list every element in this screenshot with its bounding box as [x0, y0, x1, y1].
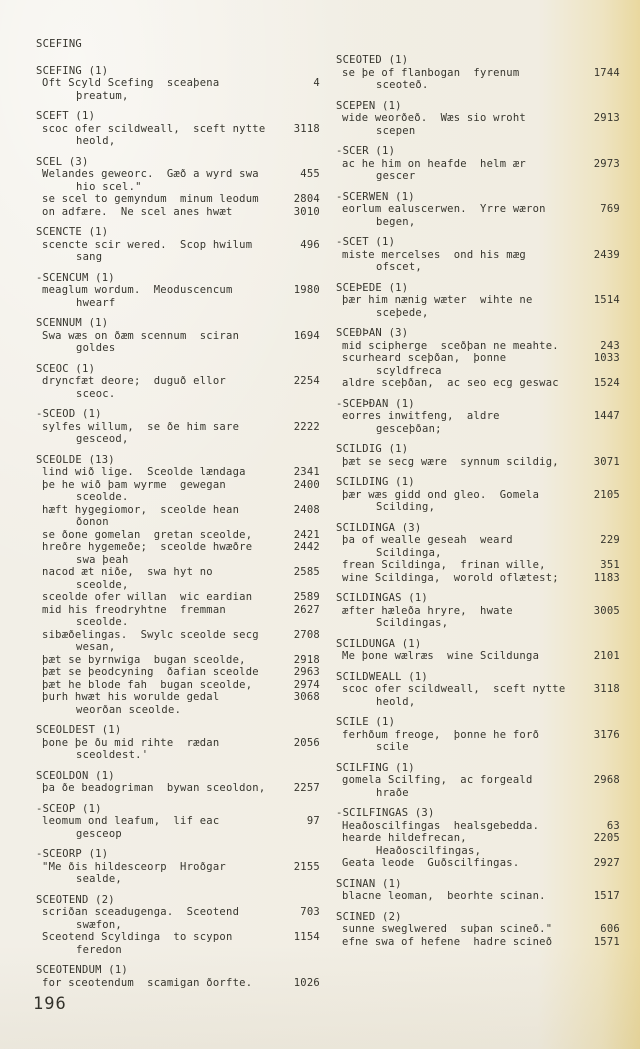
citation-continuation: sceoldest.' [76, 749, 149, 761]
citation-text: hæft hygegiomor, sceolde hean [42, 503, 240, 516]
citation-continuation: gesceop [76, 827, 123, 840]
citation-line [336, 158, 620, 171]
citation-text: sibæðelingas. Swylc sceolde secg [42, 628, 259, 641]
concordance-entry [36, 156, 320, 219]
citation-line [336, 112, 620, 125]
citation-line [36, 284, 320, 297]
two-column-layout [36, 38, 632, 997]
concordance-entry [336, 671, 620, 709]
verse-line-number: 3118 [593, 683, 620, 695]
entry-headword: -SCILFINGAS (3) [336, 807, 435, 819]
citation-line [336, 377, 620, 390]
entry-headword: SCEOLDEST (1) [36, 724, 122, 736]
concordance-entry [336, 592, 620, 630]
citation-line [36, 815, 320, 828]
concordance-entry [36, 454, 320, 717]
citation-line [336, 340, 620, 353]
citation-line [336, 572, 620, 585]
citation-text: dryncfæt deore; duguð ellor [42, 375, 227, 387]
citation-line [336, 890, 620, 903]
citation-continuation: sealde, [76, 873, 123, 885]
concordance-entry [36, 226, 320, 264]
citation-text: scencte scir wered. Scop hwilum [42, 238, 253, 251]
citation-text: Geata leode Guðscilfingas. [342, 857, 520, 869]
verse-line-number: 1154 [293, 931, 320, 943]
citation-text: wide weorðeð. Wæs sio wroht [342, 112, 527, 124]
verse-line-number: 2254 [293, 375, 320, 387]
verse-line-number: 2341 [293, 466, 320, 478]
concordance-entry [336, 327, 620, 390]
verse-line-number: 2222 [293, 420, 320, 433]
column-left [36, 38, 320, 997]
citation-text: scoc ofer scildweall, sceft nytte [342, 683, 566, 695]
citation-line [336, 489, 620, 502]
concordance-entry [36, 272, 320, 310]
verse-line-number: 1447 [593, 410, 620, 422]
citation-line [336, 774, 620, 787]
citation-text: ferhðum freoge, þonne he forð [342, 728, 540, 741]
verse-line-number: 63 [606, 819, 620, 832]
verse-line-number: 769 [600, 203, 620, 215]
citation-continuation: scyldfreca [376, 364, 442, 377]
verse-line-number: 351 [600, 559, 620, 571]
citation-text: Sceotend Scyldinga to scypon [42, 931, 233, 943]
citation-text: on adfære. Ne scel anes hwæt [42, 205, 233, 218]
entry-headword: SCEPEN (1) [336, 99, 402, 112]
verse-line-number: 1571 [593, 935, 620, 948]
citation-text: se scel to gemyndum minum leodum [42, 193, 259, 205]
verse-line-number: 2913 [593, 112, 620, 124]
citation-continuation: weorðan sceolde. [76, 703, 182, 716]
citation-text: efne swa of hefene hadre scineð [342, 935, 553, 948]
citation-line [36, 604, 320, 617]
citation-line [36, 375, 320, 388]
citation-line [336, 294, 620, 307]
citation-line [36, 206, 320, 219]
citation-text: se ðone gomelan gretan sceolde, [42, 528, 253, 541]
citation-continuation: Scildinga, [376, 546, 442, 559]
verse-line-number: 2056 [293, 736, 320, 749]
verse-line-number: 2589 [293, 591, 320, 603]
citation-line [36, 931, 320, 944]
citation-continuation: sceoc. [76, 387, 116, 400]
entry-headword: SCILDUNGA (1) [336, 637, 422, 650]
verse-line-number: 3071 [593, 455, 620, 468]
citation-continuation: wesan, [76, 641, 116, 653]
citation-text: scriðan sceadugenga. Sceotend [42, 906, 240, 918]
citation-continuation: sceoteð. [376, 79, 429, 91]
citation-line [336, 923, 620, 936]
citation-continuation: Scilding, [376, 501, 436, 513]
citation-text: eorres inwitfeng, aldre [342, 410, 500, 422]
citation-text: for sceotendum scamigan ðorfte. [42, 976, 253, 989]
citation-text: þær wæs gidd ond gleo. Gomela [342, 488, 540, 501]
entry-headword: -SCER (1) [336, 145, 396, 157]
citation-line [36, 479, 320, 492]
entry-headword: SCEOTENDUM (1) [36, 964, 129, 976]
concordance-entry [36, 848, 320, 886]
entry-headword: SCENNUM (1) [36, 317, 109, 329]
verse-line-number: 2105 [593, 488, 620, 501]
verse-line-number: 3118 [293, 122, 320, 135]
citation-text: sylfes willum, se ðe him sare [42, 420, 240, 433]
entry-headword: SCILDINGAS (1) [336, 592, 429, 604]
concordance-entry [336, 878, 620, 903]
citation-text: scoc ofer scildweall, sceft nytte [42, 122, 266, 135]
verse-line-number: 2973 [593, 157, 620, 170]
citation-line [336, 832, 620, 845]
citation-text: mid his freodryhtne fremman [42, 603, 227, 616]
verse-line-number: 1524 [593, 377, 620, 389]
citation-line [336, 729, 620, 742]
verse-line-number: 3010 [293, 205, 320, 218]
verse-line-number: 2101 [593, 650, 620, 662]
concordance-entry [36, 408, 320, 446]
citation-line [36, 529, 320, 542]
verse-line-number: 4 [313, 77, 320, 89]
verse-line-number: 2627 [293, 603, 320, 616]
citation-text: sceolde ofer willan wic eardian [42, 591, 253, 603]
concordance-entry [336, 522, 620, 585]
citation-line [336, 605, 620, 618]
citation-text: þone þe ðu mid rihte rædan [42, 736, 220, 749]
verse-line-number: 1980 [293, 284, 320, 296]
concordance-entry [36, 894, 320, 957]
concordance-entry [36, 803, 320, 841]
verse-line-number: 606 [600, 923, 620, 935]
verse-line-number: 1694 [293, 329, 320, 342]
concordance-entry [36, 317, 320, 355]
citation-text: þæt se þeodcyning ðafian sceolde [42, 666, 259, 678]
citation-line [36, 77, 320, 90]
citation-text: Welandes geweorc. Gæð a wyrd swa [42, 168, 259, 180]
verse-line-number: 2155 [293, 860, 320, 873]
verse-line-number: 2205 [593, 832, 620, 844]
verse-line-number: 97 [306, 815, 320, 827]
citation-line [36, 466, 320, 479]
entry-headword: -SCEOD (1) [36, 408, 102, 420]
concordance-entry [336, 100, 620, 138]
citation-text: meaglum wordum. Meoduscencum [42, 284, 233, 296]
verse-line-number: 2408 [293, 503, 320, 516]
citation-text: sunne sweglwered suþan scineð." [342, 923, 553, 935]
citation-text: mid scipherge sceðþan ne meahte. [342, 339, 559, 352]
citation-line [36, 906, 320, 919]
citation-text: þæt se byrnwiga bugan sceolde, [42, 653, 246, 666]
citation-line [336, 650, 620, 663]
citation-continuation: scepen [376, 124, 416, 137]
citation-line [36, 782, 320, 795]
concordance-entry [336, 911, 620, 949]
concordance-entry [336, 54, 620, 92]
concordance-entry [336, 145, 620, 183]
concordance-entry [36, 363, 320, 401]
citation-text: wine Scildinga, worold oflætest; [342, 571, 559, 584]
verse-line-number: 2585 [293, 566, 320, 578]
entry-headword: SCEOLDE (13) [36, 453, 115, 466]
concordance-entry [336, 236, 620, 274]
citation-text: þæt se secg wære synnum scildig, [342, 455, 559, 468]
entry-headword: SCILFING (1) [336, 761, 415, 774]
verse-line-number: 2439 [593, 248, 620, 261]
citation-line [336, 410, 620, 423]
citation-continuation: swa þeah [76, 553, 129, 566]
citation-text: hearde hildefrecan, [342, 832, 467, 844]
citation-line [336, 352, 620, 365]
entry-headword: SCILDINGA (3) [336, 521, 422, 534]
page-number: 196 [33, 994, 67, 1014]
citation-line [36, 591, 320, 604]
citation-continuation: ðonon [76, 516, 109, 528]
citation-continuation: begen, [376, 215, 416, 228]
citation-continuation: gesceod, [76, 433, 129, 445]
entry-headword: -SCEOP (1) [36, 802, 102, 815]
citation-continuation: sceþede, [376, 306, 429, 319]
verse-line-number: 229 [600, 534, 620, 546]
citation-continuation: hio scel." [76, 180, 142, 193]
verse-line-number: 1517 [593, 890, 620, 902]
citation-continuation: sceolde, [76, 578, 129, 591]
citation-line [36, 421, 320, 434]
entry-headword: SCEL (3) [36, 155, 89, 168]
citation-text: Heaðoscilfingas healsgebedda. [342, 819, 540, 832]
entry-headword: SCEFING (1) [36, 64, 109, 77]
entry-headword: SCEOTED (1) [336, 54, 409, 66]
citation-text: þe he wið þam wyrme gewegan [42, 478, 227, 491]
citation-continuation: sang [76, 251, 103, 263]
entry-headword: SCINAN (1) [336, 877, 402, 890]
citation-text: leomum ond leafum, lif eac [42, 815, 220, 827]
verse-line-number: 2804 [293, 193, 320, 205]
citation-line [36, 123, 320, 136]
citation-line [36, 654, 320, 667]
citation-continuation: sceolde. [76, 491, 129, 503]
citation-line [336, 67, 620, 80]
concordance-entry [336, 638, 620, 663]
entry-headword: SCEOC (1) [36, 362, 96, 375]
concordance-entry [36, 65, 320, 103]
concordance-entry [336, 476, 620, 514]
citation-line [36, 504, 320, 517]
citation-continuation: heold, [376, 695, 416, 708]
verse-line-number: 243 [600, 339, 620, 352]
verse-line-number: 2257 [293, 782, 320, 794]
verse-line-number: 2708 [293, 628, 320, 641]
verse-line-number: 2968 [593, 774, 620, 786]
entry-headword: SCEÐÞAN (3) [336, 327, 409, 339]
citation-continuation: hwearf [76, 296, 116, 309]
citation-line [336, 820, 620, 833]
verse-line-number: 1514 [593, 294, 620, 306]
entry-headword: SCEOLDON (1) [36, 769, 115, 782]
citation-text: þær him nænig wæter wihte ne [342, 294, 533, 306]
column-right [336, 38, 620, 956]
entry-headword: SCILDWEALL (1) [336, 670, 429, 683]
citation-text: Oft Scyld Scefing sceaþena [42, 77, 220, 89]
verse-line-number: 2963 [293, 666, 320, 678]
citation-text: nacod æt niðe, swa hyt no [42, 566, 213, 578]
citation-line [336, 249, 620, 262]
concordance-entry [336, 191, 620, 229]
verse-line-number: 2400 [293, 478, 320, 491]
citation-text: miste mercelses ond his mæg [342, 248, 527, 261]
citation-text: scurheard sceþðan, þonne [342, 352, 507, 364]
citation-line [36, 737, 320, 750]
entry-headword: -SCEÞÐAN (1) [336, 397, 415, 410]
concordance-entry [36, 110, 320, 148]
citation-line [36, 691, 320, 704]
citation-continuation: ofscet, [376, 261, 423, 273]
verse-line-number: 455 [300, 168, 320, 180]
citation-continuation: goldes [76, 342, 116, 354]
citation-line [336, 559, 620, 572]
citation-text: gomela Scilfing, ac forgeald [342, 774, 533, 786]
verse-line-number: 3068 [293, 691, 320, 703]
citation-line [36, 861, 320, 874]
citation-text: þurh hwæt his worulde gedal [42, 691, 220, 703]
citation-text: þæt he blode fah bugan sceolde, [42, 678, 253, 691]
citation-line [336, 936, 620, 949]
citation-text: eorlum ealuscerwen. Yrre wæron [342, 203, 546, 215]
citation-line [36, 193, 320, 206]
citation-text: hreðre hygemeðe; sceolde hwæðre [42, 541, 253, 553]
entry-headword: -SCEORP (1) [36, 848, 109, 860]
concordance-entry [336, 443, 620, 468]
entry-headword: SCEFT (1) [36, 110, 96, 122]
citation-line [336, 203, 620, 216]
citation-continuation: Heaðoscilfingas, [376, 844, 482, 857]
running-head: SCEFING [36, 38, 83, 50]
citation-continuation: swæfon, [76, 918, 123, 931]
citation-line [336, 857, 620, 870]
concordance-entry [36, 964, 320, 989]
citation-line [36, 330, 320, 343]
entry-headword: SCENCTE (1) [36, 226, 109, 238]
verse-line-number: 2421 [293, 528, 320, 541]
citation-line [36, 239, 320, 252]
citation-continuation: gesceþðan; [376, 422, 442, 435]
citation-line [36, 977, 320, 990]
citation-line [336, 534, 620, 547]
verse-line-number: 1744 [593, 66, 620, 79]
concordance-entry [336, 807, 620, 870]
verse-line-number: 1026 [293, 976, 320, 989]
citation-text: æfter hæleða hryre, hwate [342, 604, 513, 617]
citation-line [36, 666, 320, 679]
citation-continuation: gescer [376, 170, 416, 182]
citation-continuation: þreatum, [76, 89, 129, 102]
verse-line-number: 3176 [593, 728, 620, 741]
verse-line-number: 2918 [293, 653, 320, 666]
concordance-entry [336, 398, 620, 436]
citation-text: frean Scildinga, frinan wille, [342, 559, 546, 571]
citation-continuation: heold, [76, 135, 116, 147]
citation-line [36, 629, 320, 642]
citation-line [36, 679, 320, 692]
citation-line [36, 541, 320, 554]
citation-line [336, 683, 620, 696]
citation-continuation: feredon [76, 943, 123, 956]
verse-line-number: 703 [300, 906, 320, 918]
entry-headword: SCILDING (1) [336, 476, 415, 488]
verse-line-number: 1183 [593, 571, 620, 584]
verse-line-number: 3005 [593, 604, 620, 617]
citation-text: blacne leoman, beorhte scinan. [342, 890, 546, 902]
verse-line-number: 2442 [293, 541, 320, 553]
citation-text: lind wið lige. Sceolde lændaga [42, 466, 246, 478]
citation-text: þa ðe beadogriman bywan sceoldon, [42, 782, 266, 794]
citation-continuation: hraðe [376, 786, 409, 799]
verse-line-number: 2974 [293, 678, 320, 691]
citation-text: þa of wealle geseah weard [342, 534, 513, 546]
citation-text: se þe of flanbogan fyrenum [342, 66, 520, 79]
citation-text: aldre sceþðan, ac seo ecg geswac [342, 377, 559, 389]
entry-headword: SCILE (1) [336, 716, 396, 728]
citation-line [36, 168, 320, 181]
citation-text: ac he him on heafde helm ær [342, 157, 527, 170]
concordance-entry [336, 282, 620, 320]
citation-text: "Me ðis hildesceorp Hroðgar [42, 860, 227, 873]
verse-line-number: 1033 [593, 352, 620, 364]
concordance-entry [336, 762, 620, 800]
citation-line [336, 456, 620, 469]
citation-continuation: scile [376, 741, 409, 753]
entry-headword: -SCET (1) [336, 236, 396, 248]
citation-continuation: sceolde. [76, 616, 129, 628]
citation-line [36, 566, 320, 579]
citation-continuation: Scildingas, [376, 617, 449, 629]
entry-headword: SCEOTEND (2) [36, 893, 115, 906]
verse-line-number: 496 [300, 238, 320, 251]
entry-headword: -SCERWEN (1) [336, 190, 415, 203]
entry-headword: SCILDIG (1) [336, 443, 409, 455]
entry-headword: SCINED (2) [336, 910, 402, 923]
verse-line-number: 2927 [593, 857, 620, 869]
citation-text: Me þone wælræs wine Scildunga [342, 650, 540, 662]
citation-text: Swa wæs on ðæm scennum sciran [42, 329, 240, 342]
entry-headword: SCEÞEDE (1) [336, 281, 409, 294]
entry-headword: -SCENCUM (1) [36, 271, 115, 284]
concordance-entry [36, 724, 320, 762]
concordance-entry [336, 716, 620, 754]
concordance-entry [36, 770, 320, 795]
